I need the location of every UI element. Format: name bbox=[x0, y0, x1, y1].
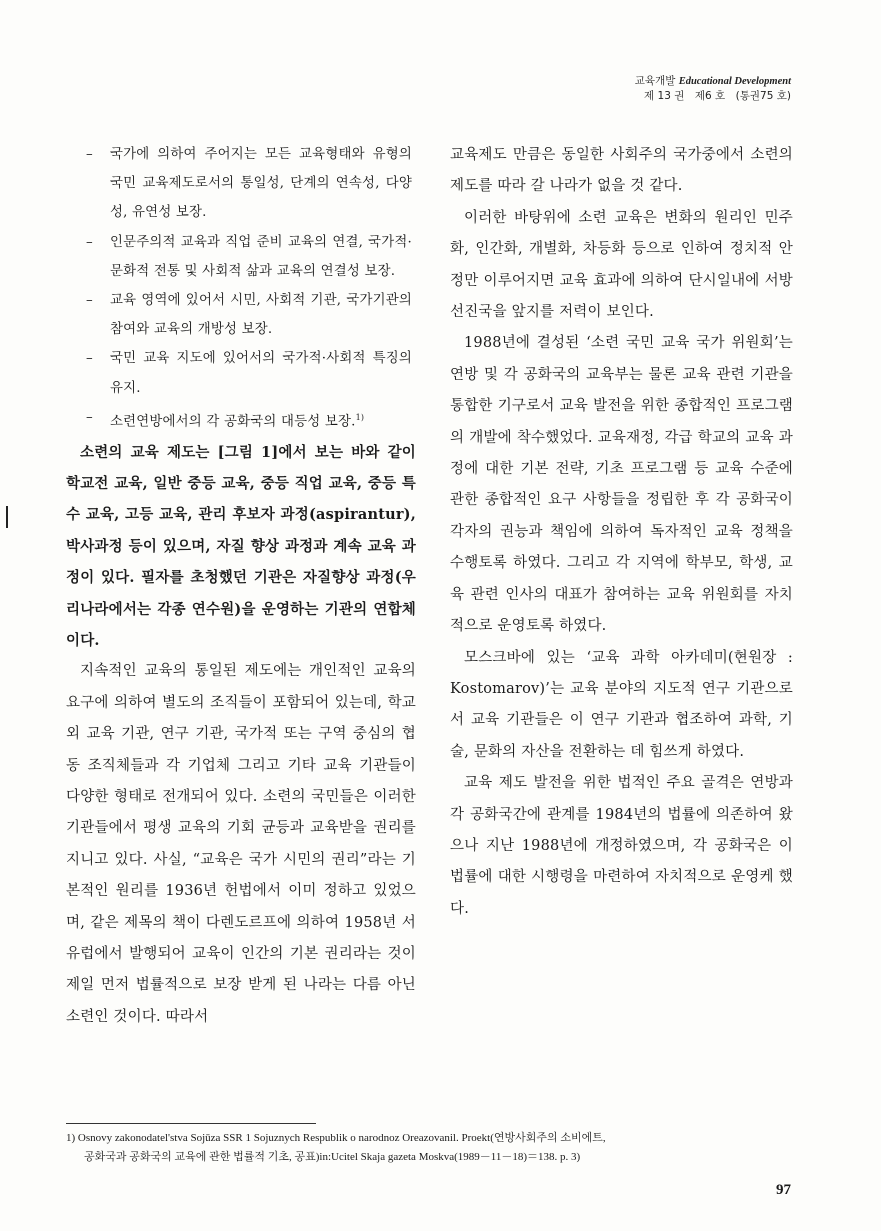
running-header bbox=[635, 74, 791, 104]
footnote bbox=[66, 1129, 801, 1167]
footnote-line: 1) Osnovy zakonodatel'stva Sojūza SSR 1 Sojuznych Respublik o narodnoz Oreazovanil. Proekt(연방사회주의 소비에트, bbox=[66, 1132, 606, 1144]
footnote-ref[interactable]: 1) bbox=[355, 412, 365, 422]
bullet-dash: – bbox=[86, 351, 93, 367]
body-paragraph: 1988년에 결성된 ‘소련 국민 교육 국가 위원회’는 연방 및 각 공화국의 교육부는 물론 교육 관련 기관을 통합한 기구로서 교육 발전을 위한 종합적인 프로그램의 개발에 착수했었다. 교육재정, 각급 학교의 교육 과정에 대한 기본 전략, 기초 프로그램 등 교육 수준에 관한 종합적인 요구 사항들을 정립한 후 각 공화국이 각자의 권능과 책임에 의하여 독자적인 교육 정책을 수행토록 하였다. 그리고 각 지역에 학부모, 학생, 교육 관련 인사의 대표가 참여하는 교육 위원회를 자치적으로 운영토록 하였다. bbox=[450, 335, 793, 635]
body-paragraph: 모스크바에 있는 ‘교육 과학 아카데미(현원장 : Kostomarov)’는 교육 분야의 지도적 연구 기관으로서 교육 기관들은 이 연구 기관과 협조하여 과학, 기술, 문화의 자산을 전환하는 데 힘쓰게 하였다. bbox=[450, 649, 793, 760]
margin-mark bbox=[6, 506, 8, 528]
bullet-dash: – bbox=[86, 293, 93, 309]
right-column bbox=[450, 140, 793, 925]
body-paragraph: 교육 제도 발전을 위한 법적인 주요 골격은 연방과 각 공화국간에 관계를 1984년의 법률에 의존하여 왔으나 지난 1988년에 개정하였으며, 각 공화국은 이 법률에 대한 시행령을 마련하여 자치적으로 운영케 했다. bbox=[450, 775, 793, 917]
bullet-item bbox=[66, 403, 412, 437]
bullet-text: 인문주의적 교육과 직업 준비 교육의 연결, 국가적·문화적 전통 및 사회적 삶과 교육의 연결성 보장. bbox=[110, 234, 412, 279]
body-paragraph: 소련의 교육 제도는 [그림 1]에서 보는 바와 같이 학교전 교육, 일반 중등 교육, 중등 직업 교육, 중등 특수 교육, 고등 교육, 관리 후보자 과정(aspirantur), 박사과정 등이 있으며, 자질 향상 과정과 계속 교육 과정이 있다. 필자를 초청했던 기관은 자질향상 과정(우리나라에서는 각종 연수원)을 운영하는 기관의 연합체이다. bbox=[66, 443, 416, 649]
issue-info: 제 13 권 제6 호 (통권75 호) bbox=[644, 90, 791, 102]
body-paragraph: 이러한 바탕위에 소련 교육은 변화의 원리인 민주화, 인간화, 개별화, 차등화 등으로 인하여 정치적 안정만 이루어지면 교육 효과에 의하여 단시일내에 서방 선진국을 앞지를 저력이 보인다. bbox=[450, 209, 793, 321]
bullet-text bbox=[110, 403, 412, 437]
left-column bbox=[66, 140, 416, 1033]
body-paragraph: 교육제도 만큼은 동일한 사회주의 국가중에서 소련의 제도를 따라 갈 나라가 없을 것 같다. bbox=[450, 147, 793, 195]
footnote-divider bbox=[66, 1123, 316, 1124]
bullet-text-body: 소련연방에서의 각 공화국의 대등성 보장. bbox=[110, 414, 356, 430]
journal-title-en: Educational Development bbox=[678, 76, 791, 87]
bullet-text: 국민 교육 지도에 있어서의 국가적·사회적 특징의 유지. bbox=[110, 351, 412, 396]
bullet-item bbox=[66, 286, 412, 344]
bullet-item bbox=[66, 344, 412, 402]
bullet-dash: – bbox=[86, 409, 93, 425]
bullet-dash: – bbox=[86, 147, 93, 162]
bullet-item bbox=[66, 140, 412, 228]
bullet-text: 국가에 의하여 주어지는 모든 교육형태와 유형의 국민 교육제도로서의 통일성, 단계의 연속성, 다양성, 유연성 보장. bbox=[110, 147, 412, 221]
bullet-dash: – bbox=[86, 234, 93, 250]
page-number: 97 bbox=[776, 1182, 791, 1198]
journal-title bbox=[635, 74, 791, 89]
bullet-item bbox=[66, 228, 412, 286]
bullet-text: 교육 영역에 있어서 시민, 사회적 기관, 국가기관의 참여와 교육의 개방성 보장. bbox=[110, 293, 412, 338]
journal-title-ko: 교육개발 bbox=[634, 75, 676, 87]
body-paragraph: 지속적인 교육의 통일된 제도에는 개인적인 교육의 요구에 의하여 별도의 조직들이 포함되어 있는데, 학교외 교육 기관, 연구 기관, 국가적 또는 구역 중심의 협동 조직체들과 각 기업체 그리고 기타 교육 기관들이 다양한 형태로 전개되어 있다. 소련의 국민들은 이러한 기관들에서 평생 교육의 기회 균등과 교육받을 권리를 지니고 있다. 사실, “교육은 국가 시민의 권리”라는 기본적인 원리를 1936년 헌법에서 이미 정하고 있었으며, 같은 제목의 책이 다렌도르프에 의하여 1958년 서유럽에서 발행되어 교육이 인간의 기본 권리라는 것이 제일 먼저 법률적으로 보장 받게 된 나라는 다름 아닌 소련인 것이다. 따라서 bbox=[66, 663, 416, 1025]
footnote-line: 공화국과 공화국의 교육에 관한 법률적 기초, 공표)in:Ucitel Skaja gazeta Moskva(1989－11－18)＝138. p. 3) bbox=[84, 1151, 581, 1163]
